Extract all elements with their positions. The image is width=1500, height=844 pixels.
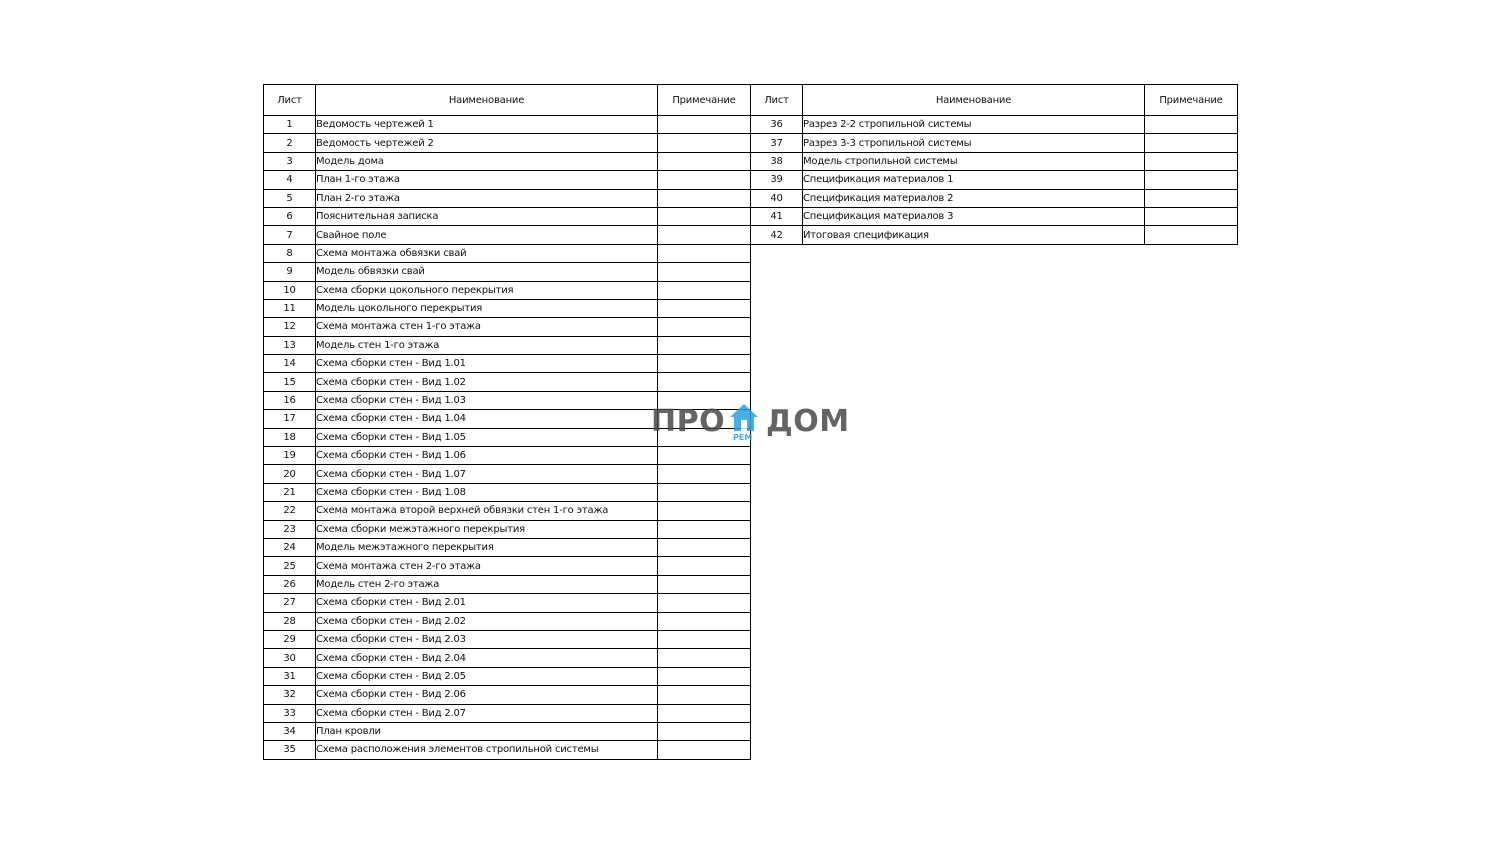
row-sheet-note	[1145, 189, 1238, 207]
table-row	[751, 116, 1238, 134]
row-sheet-name: Схема сборки стен - Вид 2.02	[316, 612, 658, 630]
row-sheet-note	[658, 704, 751, 722]
table-row	[264, 410, 751, 428]
row-sheet-note	[658, 465, 751, 483]
table-row	[264, 189, 751, 207]
row-sheet-note	[658, 336, 751, 354]
table-row	[264, 263, 751, 281]
row-sheet-name: План 2-го этажа	[316, 189, 658, 207]
row-sheet-number: 15	[264, 373, 316, 391]
row-sheet-note	[658, 410, 751, 428]
row-sheet-number: 14	[264, 355, 316, 373]
row-sheet-number: 42	[751, 226, 803, 244]
row-sheet-name: Схема сборки стен - Вид 2.05	[316, 667, 658, 685]
row-sheet-name: Разрез 3-3 стропильной системы	[803, 134, 1145, 152]
row-sheet-number: 31	[264, 667, 316, 685]
table-row	[264, 557, 751, 575]
table-row	[264, 299, 751, 317]
row-sheet-name: Схема сборки стен - Вид 1.07	[316, 465, 658, 483]
table-row	[264, 520, 751, 538]
row-sheet-number: 7	[264, 226, 316, 244]
row-sheet-note	[658, 649, 751, 667]
table-body-left	[264, 116, 751, 760]
column-header-note: Примечание	[1145, 85, 1238, 116]
row-sheet-note	[658, 557, 751, 575]
row-sheet-note	[658, 299, 751, 317]
row-sheet-number: 33	[264, 704, 316, 722]
table-body-right	[751, 116, 1238, 245]
table-row	[264, 318, 751, 336]
table-row	[264, 667, 751, 685]
table-row	[264, 686, 751, 704]
row-sheet-number: 3	[264, 152, 316, 170]
row-sheet-name: Схема сборки стен - Вид 1.04	[316, 410, 658, 428]
row-sheet-name: Разрез 2-2 стропильной системы	[803, 116, 1145, 134]
table-row	[264, 171, 751, 189]
row-sheet-name: Схема монтажа стен 1-го этажа	[316, 318, 658, 336]
table-row	[264, 134, 751, 152]
table-row	[264, 152, 751, 170]
table-row	[751, 189, 1238, 207]
row-sheet-name: Спецификация материалов 2	[803, 189, 1145, 207]
column-header-name: Наименование	[316, 85, 658, 116]
row-sheet-number: 36	[751, 116, 803, 134]
row-sheet-number: 5	[264, 189, 316, 207]
row-sheet-name: Ведомость чертежей 1	[316, 116, 658, 134]
row-sheet-note	[658, 575, 751, 593]
row-sheet-number: 34	[264, 722, 316, 740]
row-sheet-note	[658, 152, 751, 170]
row-sheet-note	[658, 741, 751, 759]
row-sheet-note	[658, 630, 751, 648]
table-row	[264, 741, 751, 759]
row-sheet-note	[658, 502, 751, 520]
table-row	[751, 152, 1238, 170]
row-sheet-name: Схема сборки стен - Вид 2.03	[316, 630, 658, 648]
row-sheet-note	[658, 207, 751, 225]
table-row	[264, 630, 751, 648]
table-row	[264, 391, 751, 409]
row-sheet-note	[658, 134, 751, 152]
row-sheet-note	[658, 189, 751, 207]
row-sheet-name: Модель дома	[316, 152, 658, 170]
row-sheet-name: Модель стропильной системы	[803, 152, 1145, 170]
table-row	[264, 722, 751, 740]
row-sheet-name: Ведомость чертежей 2	[316, 134, 658, 152]
row-sheet-note	[658, 318, 751, 336]
row-sheet-note	[1145, 152, 1238, 170]
row-sheet-name: Спецификация материалов 1	[803, 171, 1145, 189]
row-sheet-name: Схема сборки стен - Вид 1.01	[316, 355, 658, 373]
row-sheet-number: 38	[751, 152, 803, 170]
row-sheet-note	[1145, 116, 1238, 134]
table-row	[264, 281, 751, 299]
column-header-sheet: Лист	[264, 85, 316, 116]
table-row	[264, 465, 751, 483]
row-sheet-note	[658, 226, 751, 244]
row-sheet-number: 21	[264, 483, 316, 501]
table-row	[264, 336, 751, 354]
row-sheet-number: 18	[264, 428, 316, 446]
table-row	[264, 428, 751, 446]
row-sheet-name: Схема монтажа стен 2-го этажа	[316, 557, 658, 575]
row-sheet-note	[658, 483, 751, 501]
row-sheet-number: 2	[264, 134, 316, 152]
table-row	[264, 575, 751, 593]
row-sheet-note	[658, 263, 751, 281]
row-sheet-note	[658, 447, 751, 465]
row-sheet-note	[658, 722, 751, 740]
row-sheet-name: Схема сборки стен - Вид 2.06	[316, 686, 658, 704]
row-sheet-number: 8	[264, 244, 316, 262]
table-row	[751, 134, 1238, 152]
row-sheet-number: 6	[264, 207, 316, 225]
table-row	[751, 226, 1238, 244]
row-sheet-name: Схема сборки стен - Вид 1.03	[316, 391, 658, 409]
row-sheet-name: Итоговая спецификация	[803, 226, 1145, 244]
table-row	[751, 171, 1238, 189]
row-sheet-number: 24	[264, 538, 316, 556]
row-sheet-note	[658, 373, 751, 391]
row-sheet-note	[658, 520, 751, 538]
row-sheet-number: 41	[751, 207, 803, 225]
row-sheet-number: 26	[264, 575, 316, 593]
row-sheet-name: Схема монтажа второй верхней обвязки стен 1-го этажа	[316, 502, 658, 520]
table-row	[264, 355, 751, 373]
table-row	[264, 373, 751, 391]
table-row	[264, 612, 751, 630]
row-sheet-name: Модель цокольного перекрытия	[316, 299, 658, 317]
row-sheet-number: 12	[264, 318, 316, 336]
row-sheet-name: Схема сборки стен - Вид 2.01	[316, 594, 658, 612]
column-header-sheet: Лист	[751, 85, 803, 116]
row-sheet-name: Модель обвязки свай	[316, 263, 658, 281]
row-sheet-name: Схема монтажа обвязки свай	[316, 244, 658, 262]
row-sheet-name: Модель межэтажного перекрытия	[316, 538, 658, 556]
row-sheet-number: 13	[264, 336, 316, 354]
row-sheet-name: План кровли	[316, 722, 658, 740]
row-sheet-number: 37	[751, 134, 803, 152]
row-sheet-number: 35	[264, 741, 316, 759]
row-sheet-number: 28	[264, 612, 316, 630]
row-sheet-number: 1	[264, 116, 316, 134]
row-sheet-name: Схема расположения элементов стропильной системы	[316, 741, 658, 759]
row-sheet-name: Схема сборки стен - Вид 1.06	[316, 447, 658, 465]
row-sheet-name: Модель стен 2-го этажа	[316, 575, 658, 593]
row-sheet-number: 22	[264, 502, 316, 520]
column-header-name: Наименование	[803, 85, 1145, 116]
watermark-text-left: ПРО	[651, 404, 726, 439]
row-sheet-note	[658, 116, 751, 134]
table-row	[264, 594, 751, 612]
drawing-list-table-left	[263, 84, 751, 760]
row-sheet-note	[658, 428, 751, 446]
table-row	[264, 207, 751, 225]
row-sheet-number: 40	[751, 189, 803, 207]
row-sheet-note	[1145, 226, 1238, 244]
row-sheet-name: Спецификация материалов 3	[803, 207, 1145, 225]
row-sheet-number: 27	[264, 594, 316, 612]
watermark-subtext: РЕМ	[733, 433, 753, 442]
table-row	[264, 538, 751, 556]
row-sheet-number: 39	[751, 171, 803, 189]
row-sheet-name: Схема сборки стен - Вид 2.04	[316, 649, 658, 667]
table-row	[264, 502, 751, 520]
row-sheet-name: Схема сборки стен - Вид 1.02	[316, 373, 658, 391]
row-sheet-name: Схема сборки стен - Вид 1.05	[316, 428, 658, 446]
row-sheet-name: Модель стен 1-го этажа	[316, 336, 658, 354]
row-sheet-number: 10	[264, 281, 316, 299]
row-sheet-name: Схема сборки стен - Вид 2.07	[316, 704, 658, 722]
table-header-row	[264, 85, 751, 116]
row-sheet-name: Схема сборки межэтажного перекрытия	[316, 520, 658, 538]
table-row	[264, 244, 751, 262]
row-sheet-name: Схема сборки цокольного перекрытия	[316, 281, 658, 299]
watermark-text-right: ДОМ	[766, 404, 850, 439]
row-sheet-number: 19	[264, 447, 316, 465]
row-sheet-note	[658, 391, 751, 409]
drawing-list-table-right	[750, 84, 1238, 245]
row-sheet-number: 32	[264, 686, 316, 704]
table-row	[264, 649, 751, 667]
row-sheet-number: 4	[264, 171, 316, 189]
row-sheet-note	[658, 355, 751, 373]
table-row	[264, 116, 751, 134]
row-sheet-note	[658, 612, 751, 630]
row-sheet-number: 9	[264, 263, 316, 281]
table-row	[264, 447, 751, 465]
row-sheet-name: План 1-го этажа	[316, 171, 658, 189]
row-sheet-number: 20	[264, 465, 316, 483]
row-sheet-note	[1145, 171, 1238, 189]
table-row	[264, 226, 751, 244]
table-row	[264, 704, 751, 722]
row-sheet-number: 30	[264, 649, 316, 667]
row-sheet-note	[658, 686, 751, 704]
row-sheet-number: 29	[264, 630, 316, 648]
row-sheet-note	[658, 538, 751, 556]
row-sheet-note	[658, 171, 751, 189]
table-row	[264, 483, 751, 501]
row-sheet-number: 11	[264, 299, 316, 317]
row-sheet-note	[658, 594, 751, 612]
table-row	[751, 207, 1238, 225]
row-sheet-number: 17	[264, 410, 316, 428]
row-sheet-number: 23	[264, 520, 316, 538]
row-sheet-note	[658, 281, 751, 299]
row-sheet-name: Пояснительная записка	[316, 207, 658, 225]
row-sheet-number: 25	[264, 557, 316, 575]
column-header-note: Примечание	[658, 85, 751, 116]
row-sheet-note	[658, 244, 751, 262]
row-sheet-number: 16	[264, 391, 316, 409]
row-sheet-note	[658, 667, 751, 685]
row-sheet-note	[1145, 134, 1238, 152]
row-sheet-name: Схема сборки стен - Вид 1.08	[316, 483, 658, 501]
table-header-row	[751, 85, 1238, 116]
row-sheet-name: Свайное поле	[316, 226, 658, 244]
row-sheet-note	[1145, 207, 1238, 225]
